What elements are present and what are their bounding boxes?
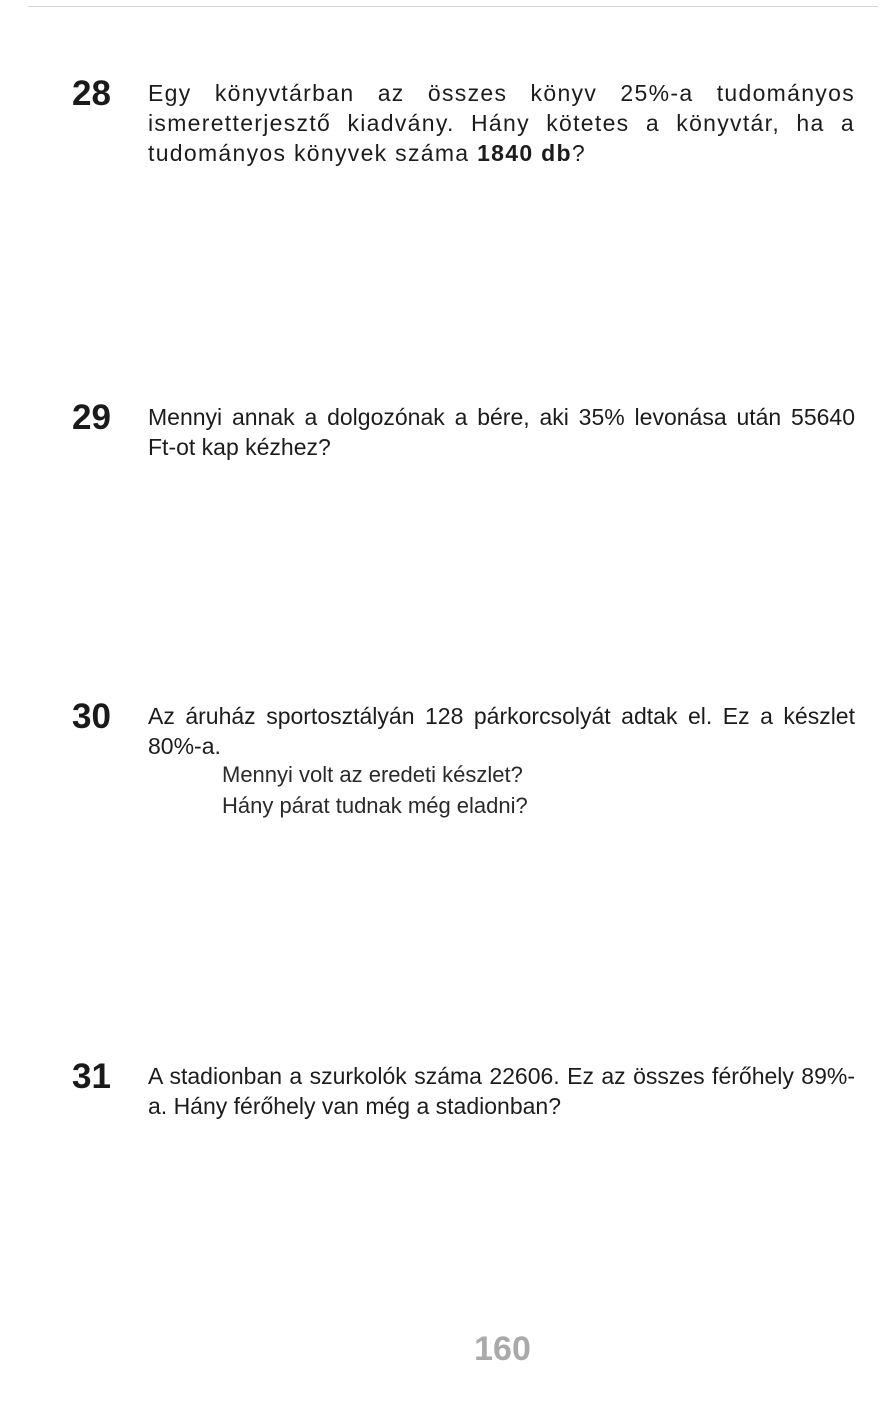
problem-number: 29 <box>72 398 111 437</box>
top-rule <box>28 6 878 7</box>
problem-text-bold: 1840 db <box>477 140 572 166</box>
sub-question: Hány párat tudnak még eladni? <box>222 793 528 818</box>
page-number: 160 <box>474 1330 531 1368</box>
problem-text-part: Egy könyvtárban az összes könyv 25%-a tudományos ismeretterjesztő kiadvány. Hány kötetes a könyvtár, ha a tudományos könyvek száma <box>148 80 855 166</box>
problem-text: Az áruház sportosztályán 128 párkorcsolyát adtak el. Ez a készlet 80%-a. <box>148 703 855 759</box>
problem-text: Mennyi annak a dolgozónak a bére, aki 35% levonása után 55640 Ft-ot kap kézhez? <box>148 404 855 460</box>
problem-text-part: ? <box>571 140 586 166</box>
problem-number: 31 <box>72 1057 111 1096</box>
sub-question: Mennyi volt az eredeti készlet? <box>222 762 523 787</box>
problem-number: 28 <box>72 74 111 113</box>
problem-number: 30 <box>72 697 111 736</box>
problem-text: A stadionban a szurkolók száma 22606. Ez az összes férőhely 89%-a. Hány férőhely van még a stadionban? <box>148 1063 855 1119</box>
problem-text <box>148 78 855 168</box>
